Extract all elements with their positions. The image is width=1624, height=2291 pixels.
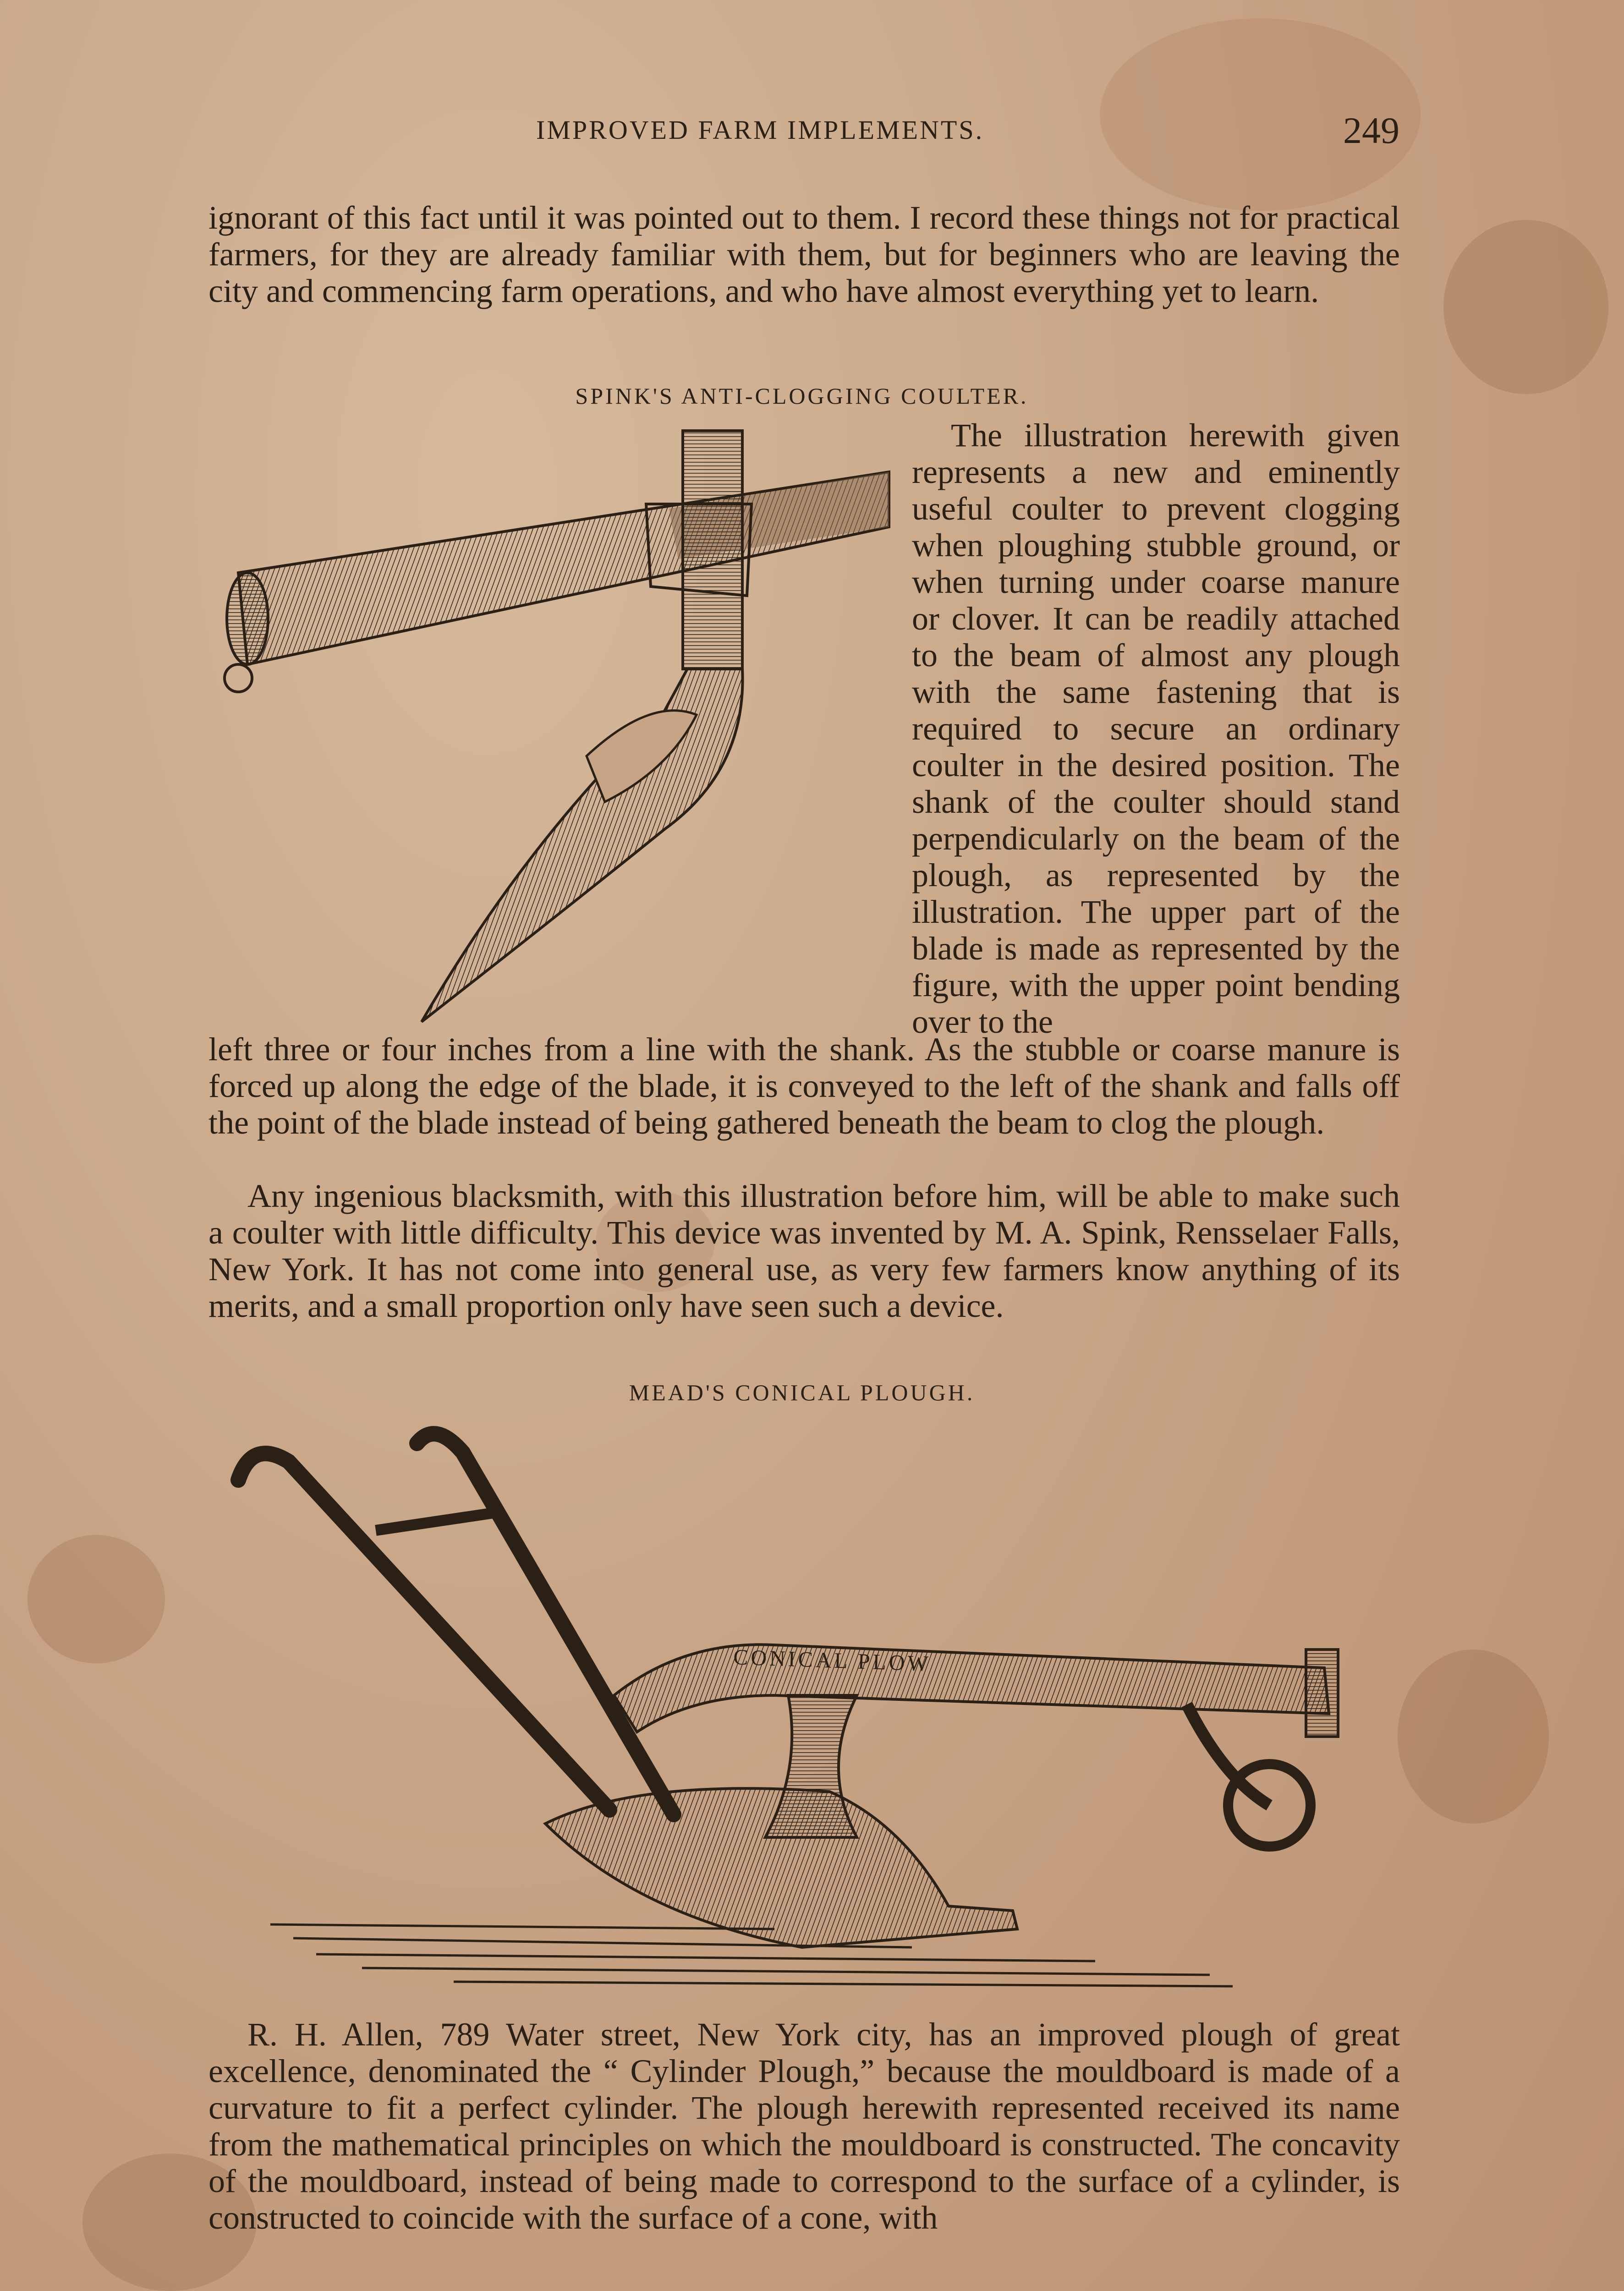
coulter-shank-shape <box>683 431 742 669</box>
stain <box>27 1535 165 1663</box>
stain <box>1398 1650 1549 1824</box>
allen-paragraph: R. H. Allen, 789 Water street, New York city, has an improved plough of great excellence, denominated the “ Cylinder Plough,” because the mouldboard is made of a curvature to fit a perfect cylinder. The plough herewith represented received its name from the mathematical principles on which the mouldboard is constructed. The concavity of the mouldboard, instead of being made to correspond to the surface of a cylinder, is constructed to coincide with the surface of a cone, with <box>208 2016 1400 2236</box>
clevis-ring-shape <box>225 664 252 692</box>
plough-beam-shape <box>614 1644 1329 1732</box>
stain <box>1443 220 1608 394</box>
conical-plough-illustration <box>225 1411 1379 1998</box>
page-number: 249 <box>1343 110 1399 151</box>
right-handle-shape <box>417 1434 674 1814</box>
coulter-side-paragraph: The illustration herewith given represents a new and eminently useful coulter to prevent clogging when ploughing stubble ground, or when turning under coarse manure or clover. It can be readily attached to the beam of almost any plough with the same fastening that is required to secure an ordinary coulter in the desired position. The shank of the coulter should stand perpendicularly on the beam of the plough, as represented by the illustration. The upper part of the blade is made as represented by the figure, with the upper point bending over to the <box>912 417 1400 1040</box>
plough-section-title: MEAD'S CONICAL PLOUGH. <box>629 1380 975 1405</box>
coulter-continuation-paragraph: left three or four inches from a line with the shank. As the stubble or coarse manure is forced up along the edge of the blade, it is conveyed to the left of the shank and falls off the point of the blade instead of being gathered beneath the beam to clog the plough. <box>208 1031 1400 1141</box>
left-handle-shape <box>238 1453 609 1810</box>
handle-rung-shape <box>376 1512 499 1530</box>
intro-paragraph: ignorant of this fact until it was pointed out to them. I record these things not for practical farmers, for they are already familiar with them, but for beginners who are leaving the city and commencing farm operations, and who have almost everything yet to learn. <box>208 199 1400 309</box>
mouldboard-shape <box>545 1788 1017 1947</box>
coulter-illustration <box>211 422 907 1031</box>
coulter-section-title: SPINK'S ANTI-CLOGGING COULTER. <box>575 383 1029 409</box>
beam-end-shape <box>227 573 268 664</box>
blacksmith-paragraph: Any ingenious blacksmith, with this illustration before him, will be able to make such a coulter with little difficulty. This device was invented by M. A. Spink, Rensselaer Falls, New York. It has not come into general use, as very few farmers know anything of its merits, and a small proportion only have seen such a device. <box>208 1178 1400 1324</box>
beam-inscription: CONICAL PLOW <box>733 1645 932 1677</box>
beam-head-shape <box>1306 1650 1338 1737</box>
coulter-blade-shape <box>422 669 743 1022</box>
running-header: IMPROVED FARM IMPLEMENTS. <box>536 115 984 145</box>
